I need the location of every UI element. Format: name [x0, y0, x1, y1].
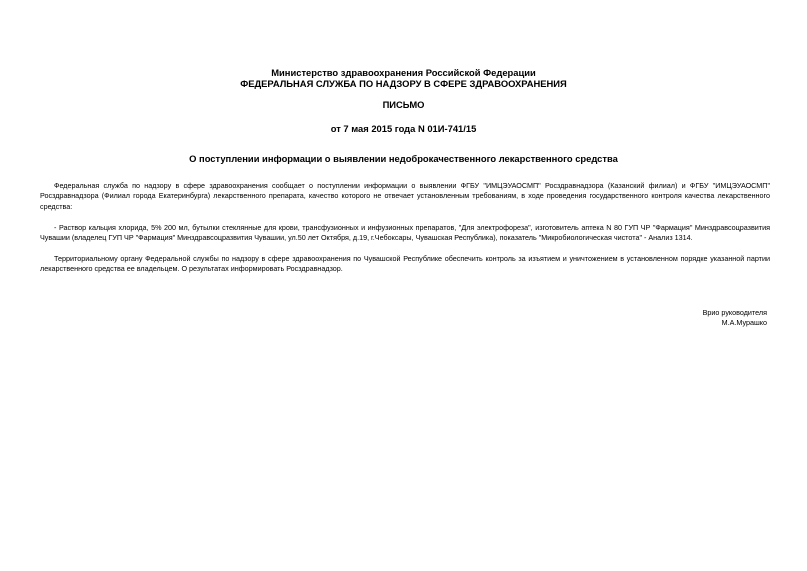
signatory-position: Врио руководителя [702, 308, 767, 317]
paragraph-2 [40, 223, 770, 244]
paragraph-text: Федеральная служба по надзору в сфере здравоохранения сообщает о поступлении информации о выявлении ФГБУ "ИМЦЭУАОСМП" Росздравнадзора (Казанский филиал) и ФГБУ "ИМЦЭУАОСМП" Росздравнадзора (Филиал города Екатеринбурга) лекарственного препарата, качество которого не отвечает установленным требованиям, в ходе проведения государственного контроля качества лекарственного средства: [40, 181, 770, 211]
document-title: О поступлении информации о выявлении недоброкачественного лекарственного средства [189, 153, 618, 164]
paragraph-1 [40, 181, 770, 212]
ministry-name: Министерство здравоохранения Российской Федерации [271, 67, 536, 78]
paragraph-text: - Раствор кальция хлорида, 5% 200 мл, бутылки стеклянные для крови, трансфузионных и инфузионных препаратов, "Для электрофореза", изготовитель аптека N 80 ГУП ЧР "Фармация" Минздравсоцразвития Чувашии (владелец ГУП ЧР "Фармация" Минздравсоцразвития Чувашии, ул.50 лет Октября, д.19, г.Чебоксары, Чувашская Республика), показатель "Микробиологическая чистота" - Анализ 1314. [40, 223, 770, 243]
service-name: ФЕДЕРАЛЬНАЯ СЛУЖБА ПО НАДЗОРУ В СФЕРЕ ЗДРАВООХРАНЕНИЯ [240, 78, 567, 89]
signatory-name: М.А.Мурашко [721, 318, 767, 328]
paragraph-text: Территориальному органу Федеральной службы по надзору в сфере здравоохранения по Чувашской Республике обеспечить контроль за изъятием и уничтожением в установленном порядке указанной партии лекарственного средства ее владельцем. О результатах информировать Росздравнадзор. [40, 254, 770, 274]
document-date-number: от 7 мая 2015 года N 01И-741/15 [330, 123, 477, 134]
signature-block [703, 308, 767, 329]
document-header [0, 67, 807, 89]
document-type: ПИСЬМО [382, 99, 425, 110]
paragraph-3 [40, 254, 770, 275]
